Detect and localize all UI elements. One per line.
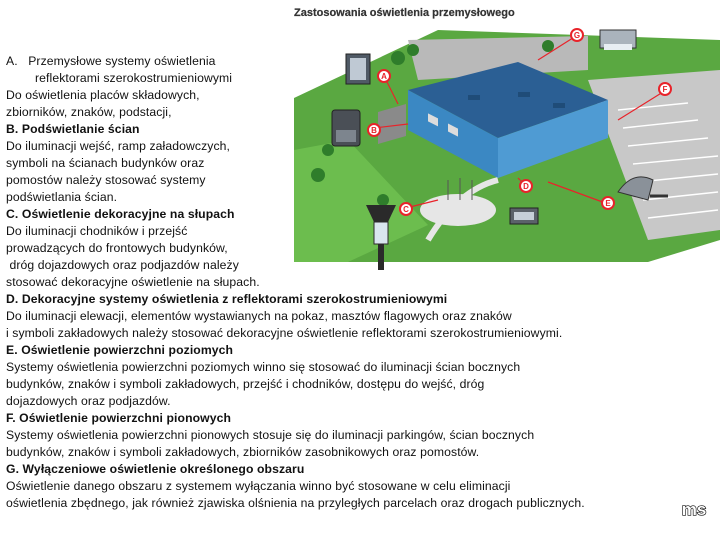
- section-b-line: Do iluminacji wejść, ramp załadowczych,: [6, 139, 231, 153]
- floodlight-icon: [346, 54, 370, 84]
- marker-e-icon: [602, 197, 614, 209]
- section-f-line: budynków, znaków i symboli zakładowych, zbiorników zasobnikowych oraz pomostów.: [6, 445, 480, 459]
- section-f-line: Systemy oświetlenia powierzchni pionowych stosuje się do iluminacji parkingów, ścian bocznych: [6, 428, 535, 442]
- section-g-heading: G. Wyłączeniowe oświetlenie określonego obszaru: [6, 462, 305, 476]
- section-d-line: i symboli zakładowych należy stosować dekoracyjne oświetlenie reflektorami szerokostrumieniowymi.: [6, 326, 563, 340]
- industrial-lighting-illustration: [288, 0, 720, 270]
- section-a-line: Do oświetlenia placów składowych,: [6, 88, 200, 102]
- section-a-letter: A.: [6, 54, 18, 68]
- section-a-heading-line1: [6, 53, 216, 70]
- ms-logo-icon: [681, 496, 707, 522]
- section-b-heading: B. Podświetlanie ścian: [6, 122, 140, 136]
- section-e-line: Systemy oświetlenia powierzchni poziomych winno się stosować do iluminacji ścian bocznych: [6, 360, 521, 374]
- section-f-heading: F. Oświetlenie powierzchni pionowych: [6, 411, 232, 425]
- section-d-line: Do iluminacji elewacji, elementów wystawianych na pokaz, masztów flagowych oraz znaków: [6, 309, 512, 323]
- marker-f-icon: [659, 83, 671, 95]
- section-e-line: dojazdowych oraz podjazdów.: [6, 394, 171, 408]
- svg-text:E: E: [605, 199, 611, 208]
- svg-text:C: C: [403, 205, 409, 214]
- illustration-title: Zastosowania oświetlenia przemysłowego: [294, 7, 515, 19]
- section-d-heading: D. Dekoracyjne systemy oświetlenia z reflektorami szerokostrumieniowymi: [6, 292, 448, 306]
- svg-text:G: G: [573, 31, 581, 40]
- marker-g-icon: [571, 29, 583, 41]
- svg-text:B: B: [371, 126, 377, 135]
- section-a-line: zbiorników, znaków, podstacji,: [6, 105, 172, 119]
- svg-text:ms: ms: [681, 500, 707, 519]
- section-e-heading: E. Oświetlenie powierzchni poziomych: [6, 343, 234, 357]
- area-light-icon: [510, 208, 538, 224]
- section-b-line: symboli na ścianach budynków oraz: [6, 156, 205, 170]
- section-a-title-part1: Przemysłowe systemy oświetlenia: [28, 54, 216, 68]
- section-c-line: Do iluminacji chodników i przejść: [6, 224, 188, 238]
- section-c-line: dróg dojazdowych oraz podjazdów należy: [6, 258, 239, 272]
- section-a-heading-line2: reflektorami szerokostrumieniowymi: [35, 71, 233, 85]
- section-g-line: Oświetlenie danego obszaru z systemem wyłączania winno być stosowane w celu eliminacji: [6, 479, 511, 493]
- section-c-line: prowadzących do frontowych budynków,: [6, 241, 228, 255]
- section-b-line: pomostów należy stosować systemy: [6, 173, 206, 187]
- section-c-line: stosować dekoracyjne oświetlenie na słupach.: [6, 275, 260, 289]
- section-c-heading: C. Oświetlenie dekoracyjne na słupach: [6, 207, 235, 221]
- cutoff-fixture-icon: [600, 30, 636, 50]
- svg-text:F: F: [662, 85, 668, 94]
- marker-d-icon: [520, 180, 532, 192]
- wall-pack-icon: [332, 110, 360, 146]
- section-b-line: podświetlania ścian.: [6, 190, 118, 204]
- section-e-line: budynków, znaków i symboli zakładowych, przejść i chodników, dostępu do wejść, dróg: [6, 377, 485, 391]
- marker-a-icon: [378, 70, 390, 82]
- marker-c-icon: [400, 203, 412, 215]
- svg-text:A: A: [381, 72, 387, 81]
- svg-text:D: D: [523, 182, 529, 191]
- marker-b-icon: [368, 124, 380, 136]
- section-g-line: oświetlenia zbędnego, jak również zjawiska olśnienia na przyległych parcelach oraz drogach publicznych.: [6, 496, 585, 510]
